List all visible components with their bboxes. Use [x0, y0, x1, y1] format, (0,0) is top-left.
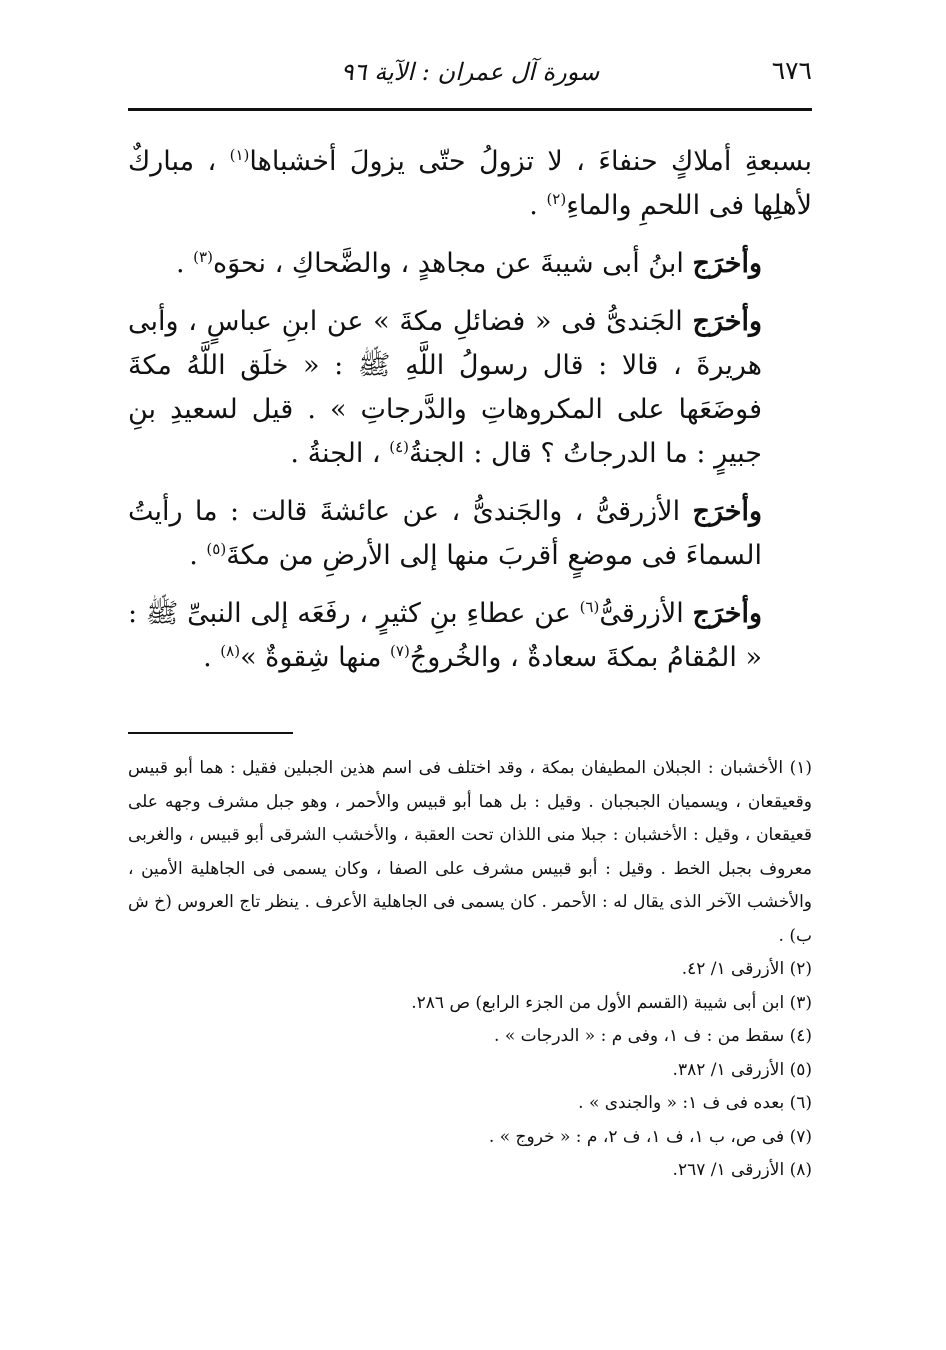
lead-word: وأخرَج — [692, 248, 762, 279]
footnote-reference: (٨) — [220, 642, 241, 660]
footnote: (٥) الأزرقى ١/ ٣٨٢. — [672, 1059, 812, 1080]
text-segment: . — [203, 642, 221, 673]
text-segment: . — [189, 540, 207, 571]
footnote-reference: (٢) — [546, 190, 567, 208]
book-page — [128, 0, 812, 1350]
footnote: (١) الأخشبان : الجبلان المطيفان بمكة ، وقد اختلف فى اسم هذين الجبلين فقيل : هما أبو قبيس وقعيقعان ، ويسميان الجبجبان . وقيل : بل هما أبو قبيس والأحمر ، وهو جبل مشرف وجهه على قعيقعان ، وقيل : الأخشبان : جبلا منى اللذان تحت العقبة ، والأخشب الشرقى أبو قبيس ، والغربى معروف بجبل الخط . وقيل : أبو قبيس مشرف على الصفا ، وكان يسمى فى الجاهلية الأمين ، والأخشب الآخر الذى يقال له : الأحمر . كان يسمى فى الجاهلية الأعرف . ينظر تاج العروس (خ ش ب) . — [128, 758, 812, 946]
paragraph — [128, 490, 812, 578]
page-number: ٦٧٦ — [771, 56, 812, 85]
paragraph — [128, 592, 812, 680]
footnote-reference: (٦) — [579, 598, 600, 616]
footnote-reference: (٣) — [193, 248, 213, 266]
text-segment: بسبعةِ أملاكٍ حنفاءَ ، لا تزولُ حتّى يزولَ أخشباها — [249, 146, 812, 177]
footnote: (٢) الأزرقى ١/ ٤٢. — [681, 959, 812, 979]
text-segment: ، الجنةُ . — [290, 438, 390, 469]
lead-word: وأخرَج — [692, 598, 762, 629]
main-text — [128, 140, 812, 694]
text-segment: الأزرقىُّ — [599, 598, 693, 629]
footnote-reference: (٥) — [206, 540, 227, 558]
text-segment: ابنُ أبى شيبةَ عن مجاهدٍ ، والضَّحاكِ ، نحوَه — [212, 248, 693, 279]
footnote: (٦) بعده فى ف ١: « والجندى » . — [578, 1093, 812, 1113]
footnote: (٤) سقط من : ف ١، وفى م : « الدرجات » . — [494, 1026, 812, 1046]
footnote-reference: (٤) — [389, 438, 410, 456]
header-rule — [128, 108, 812, 111]
text-segment: الجَندىُّ فى « فضائلِ مكةَ » عن ابنِ عباسٍ ، وأبى هريرةَ ، قالا : قال رسولُ اللَّهِ ﷺ : « خلَق اللَّهُ مكةَ فوضَعَها على المكروهاتِ والدَّرجاتِ » . قيل لسعيدِ بنِ جبيرٍ : ما الدرجاتُ ؟ قال : الجنةُ — [128, 306, 762, 469]
text-segment: . — [529, 190, 547, 221]
text-segment: ، مباركٌ لأهلِها فى اللحمِ والماءِ — [128, 146, 812, 221]
paragraph — [128, 300, 812, 476]
footnotes — [128, 752, 812, 1188]
paragraph — [128, 140, 812, 228]
footnote-reference: (٧) — [390, 642, 410, 660]
page-header — [128, 52, 812, 92]
text-segment: الأزرقىُّ ، والجَندىُّ ، عن عائشةَ قالت : ما رأيتُ السماءَ فى موضعٍ أقربَ منها إلى الأرضِ من مكةَ — [128, 496, 762, 571]
footnote: (٣) ابن أبى شيبة (القسم الأول من الجزء الرابع) ص ٢٨٦. — [411, 992, 812, 1013]
running-title: سورة آل عمران : الآية ٩٦ — [340, 58, 600, 86]
paragraph — [128, 242, 812, 286]
footnote-reference: (١) — [229, 146, 250, 164]
lead-word: وأخرَج — [692, 306, 762, 337]
text-segment: منها شِقوةٌ » — [240, 642, 391, 673]
footnote: (٨) الأزرقى ١/ ٢٦٧. — [672, 1160, 812, 1180]
footnote-separator — [128, 732, 293, 734]
text-segment: . — [176, 248, 194, 279]
footnote: (٧) فى ص، ب ١، ف ١، ف ٢، م : « خروج » . — [488, 1126, 812, 1147]
lead-word: وأخرَج — [692, 496, 762, 527]
text-segment: عن عطاءِ بنِ كثيرٍ ، رفَعَه إلى النبىِّ ﷺ : « المُقامُ بمكةَ سعادةٌ ، والخُروجُ — [128, 598, 762, 673]
